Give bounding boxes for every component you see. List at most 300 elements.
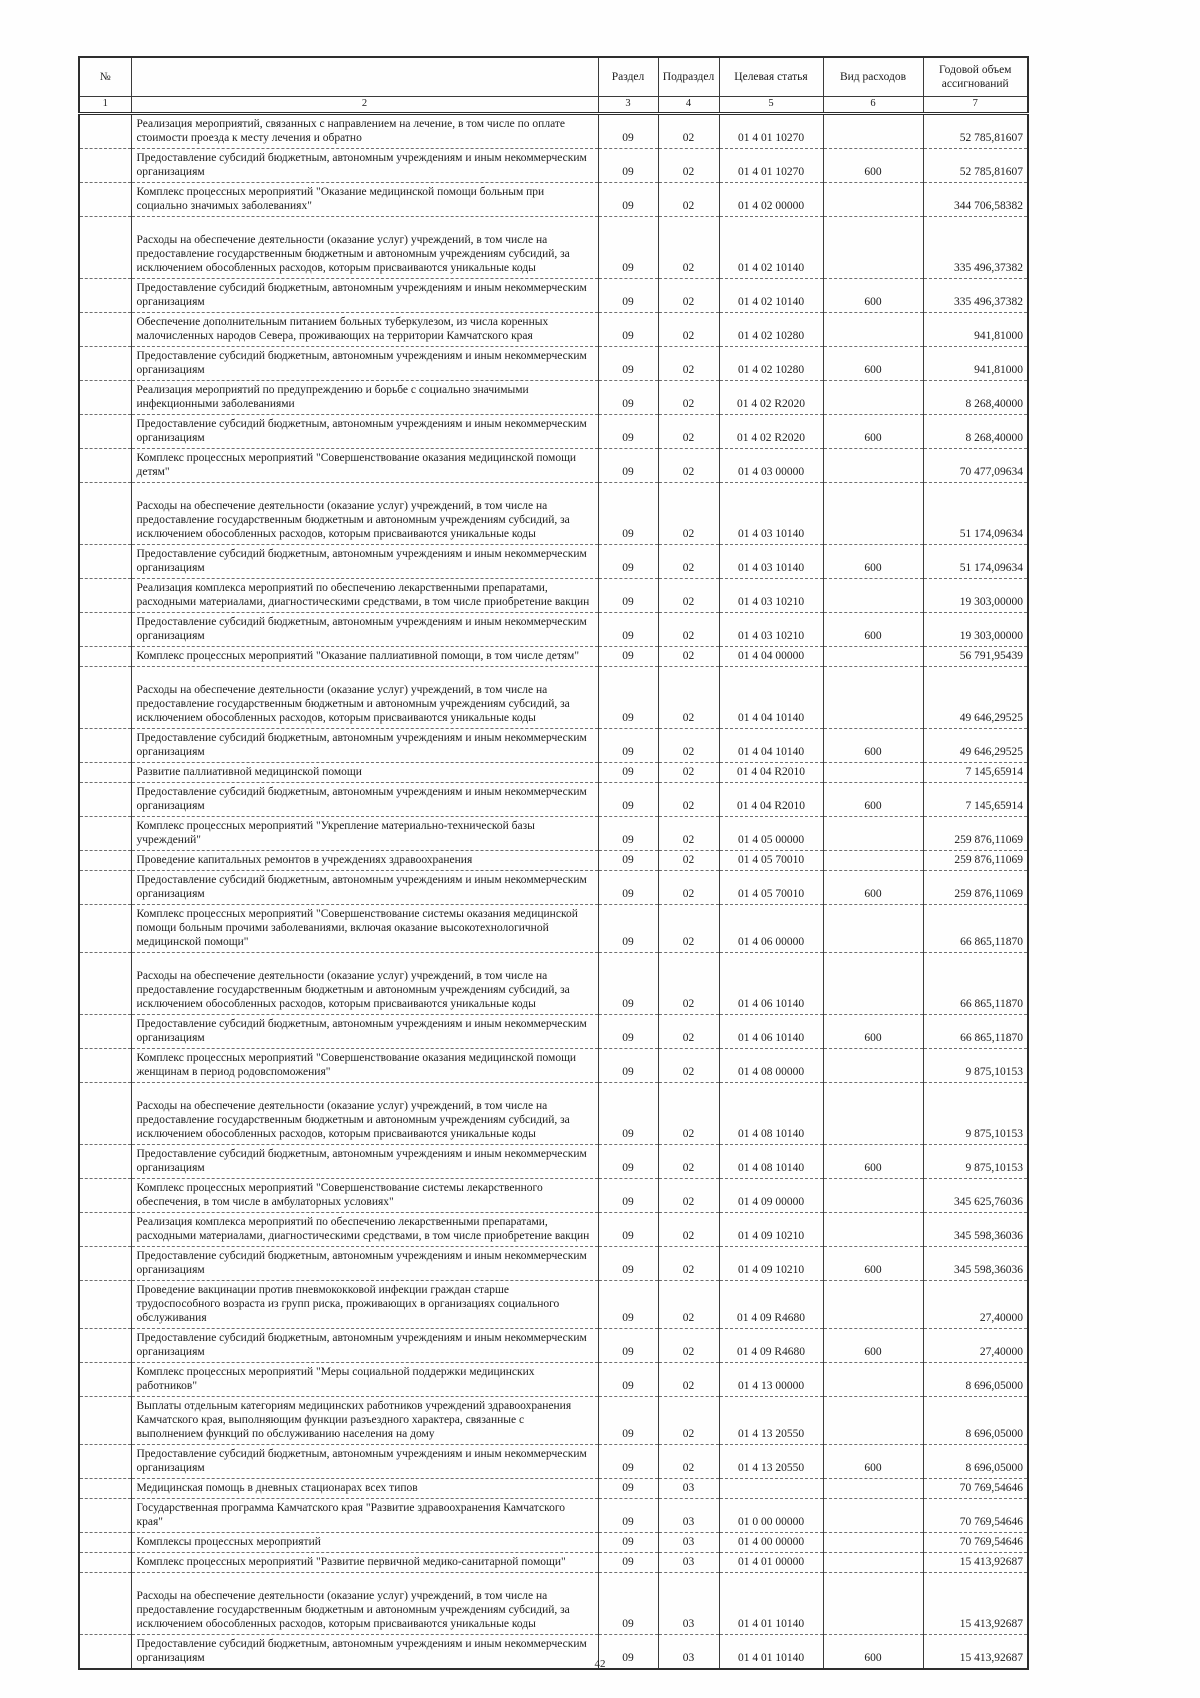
row-razdel-cell: 09 [598,647,658,667]
row-num-cell [79,415,131,449]
table-row [79,1553,1028,1573]
row-razdel-cell: 09 [598,1635,658,1670]
row-name-cell: Предоставление субсидий бюджетным, автономным учреждениям и иным некоммерческим организациям [131,729,598,763]
col-number-6: 6 [823,97,923,114]
table-row [79,1247,1028,1281]
row-razdel-cell: 09 [598,415,658,449]
table-row [79,1049,1028,1083]
table-row [79,279,1028,313]
row-num-cell [79,483,131,545]
row-name-cell: Комплекс процессных мероприятий "Меры социальной поддержки медицинских работников" [131,1363,598,1397]
row-vid-cell: 600 [823,279,923,313]
row-vid-cell: 600 [823,545,923,579]
row-num-cell [79,279,131,313]
row-vid-cell: 600 [823,729,923,763]
table-row [79,1397,1028,1445]
row-podrazdel-cell: 02 [658,114,719,149]
table-row [79,1479,1028,1499]
row-num-cell [79,381,131,415]
row-podrazdel-cell: 02 [658,783,719,817]
row-podrazdel-cell: 02 [658,279,719,313]
table-row [79,1083,1028,1145]
row-razdel-cell: 09 [598,1049,658,1083]
row-vid-cell: 600 [823,415,923,449]
row-name-cell: Государственная программа Камчатского края "Развитие здравоохранения Камчатского края" [131,1499,598,1533]
table-row [79,1329,1028,1363]
row-amount-cell: 66 865,11870 [923,953,1028,1015]
row-razdel-cell: 09 [598,729,658,763]
row-podrazdel-cell: 02 [658,579,719,613]
row-num-cell [79,1533,131,1553]
row-name-cell: Предоставление субсидий бюджетным, автономным учреждениям и иным некоммерческим организациям [131,1015,598,1049]
row-vid-cell [823,817,923,851]
col-number-3: 3 [598,97,658,114]
row-num-cell [79,1213,131,1247]
row-vid-cell: 600 [823,1015,923,1049]
row-name-cell: Выплаты отдельным категориям медицинских работников учреждений здравоохранения Камчатского края, выполняющим функции разъездного характера, связанные с выполнением функций по обслуживанию населения на дому [131,1397,598,1445]
row-target-cell: 01 4 09 R4680 [719,1281,823,1329]
row-vid-cell [823,1179,923,1213]
row-target-cell: 01 4 04 10140 [719,667,823,729]
row-num-cell [79,1247,131,1281]
row-target-cell: 01 4 09 00000 [719,1179,823,1213]
row-num-cell [79,149,131,183]
row-num-cell [79,953,131,1015]
table-row [79,545,1028,579]
row-razdel-cell: 09 [598,347,658,381]
row-amount-cell: 19 303,00000 [923,613,1028,647]
row-amount-cell: 8 268,40000 [923,415,1028,449]
row-num-cell [79,1499,131,1533]
row-podrazdel-cell: 02 [658,647,719,667]
row-vid-cell [823,114,923,149]
row-podrazdel-cell: 02 [658,667,719,729]
table-row [79,817,1028,851]
row-target-cell: 01 4 08 10140 [719,1145,823,1179]
row-razdel-cell: 09 [598,1145,658,1179]
table-row [79,1445,1028,1479]
row-podrazdel-cell: 02 [658,1445,719,1479]
row-amount-cell: 19 303,00000 [923,579,1028,613]
row-vid-cell: 600 [823,1635,923,1670]
row-vid-cell [823,449,923,483]
row-name-cell: Комплекс процессных мероприятий "Развитие первичной медико-санитарной помощи" [131,1553,598,1573]
row-amount-cell: 70 477,09634 [923,449,1028,483]
table-row [79,1213,1028,1247]
row-name-cell: Предоставление субсидий бюджетным, автономным учреждениям и иным некоммерческим организациям [131,1247,598,1281]
row-podrazdel-cell: 02 [658,1247,719,1281]
row-target-cell: 01 4 09 10210 [719,1213,823,1247]
row-name-cell: Комплекс процессных мероприятий "Совершенствование системы оказания медицинской помощи больным прочими заболеваниями, включая оказание высокотехнологичной медицинской помощи" [131,905,598,953]
row-target-cell: 01 4 03 10140 [719,545,823,579]
row-amount-cell: 49 646,29525 [923,667,1028,729]
row-num-cell [79,183,131,217]
table-row [79,415,1028,449]
row-podrazdel-cell: 03 [658,1479,719,1499]
table-row [79,347,1028,381]
row-razdel-cell: 09 [598,1179,658,1213]
row-name-cell: Комплекс процессных мероприятий "Оказание медицинской помощи больным при социально значимых заболеваниях" [131,183,598,217]
row-amount-cell: 941,81000 [923,347,1028,381]
row-target-cell: 01 4 01 10270 [719,114,823,149]
row-amount-cell: 15 413,92687 [923,1573,1028,1635]
table-row [79,1179,1028,1213]
row-name-cell: Реализация комплекса мероприятий по обеспечению лекарственными препаратами, расходными материалами, диагностическими средствами, в том числе приобретение вакцин [131,579,598,613]
row-target-cell: 01 4 02 R2020 [719,381,823,415]
row-name-cell: Предоставление субсидий бюджетным, автономным учреждениям и иным некоммерческим организациям [131,871,598,905]
row-podrazdel-cell: 02 [658,149,719,183]
row-podrazdel-cell: 02 [658,1329,719,1363]
row-num-cell [79,114,131,149]
row-name-cell: Расходы на обеспечение деятельности (оказание услуг) учреждений, в том числе на предоставление государственным бюджетным и автономным учреждениям субсидий, за исключением обособленных расходов, которым присваиваются уникальные коды [131,217,598,279]
row-target-cell: 01 4 04 10140 [719,729,823,763]
table-row [79,871,1028,905]
row-razdel-cell: 09 [598,483,658,545]
row-razdel-cell: 09 [598,613,658,647]
row-amount-cell: 9 875,10153 [923,1049,1028,1083]
row-amount-cell: 49 646,29525 [923,729,1028,763]
row-target-cell: 01 4 01 00000 [719,1553,823,1573]
row-num-cell [79,1145,131,1179]
row-amount-cell: 27,40000 [923,1281,1028,1329]
table-row [79,313,1028,347]
row-razdel-cell: 09 [598,1553,658,1573]
row-name-cell: Предоставление субсидий бюджетным, автономным учреждениям и иным некоммерческим организациям [131,613,598,647]
row-podrazdel-cell: 02 [658,729,719,763]
col-header-annual-volume: Годовой объем ассигнований [923,57,1028,97]
row-razdel-cell: 09 [598,871,658,905]
row-amount-cell: 345 598,36036 [923,1247,1028,1281]
table-row [79,667,1028,729]
row-num-cell [79,1281,131,1329]
row-vid-cell: 600 [823,613,923,647]
row-podrazdel-cell: 02 [658,1015,719,1049]
row-amount-cell: 335 496,37382 [923,217,1028,279]
row-target-cell: 01 4 01 10140 [719,1573,823,1635]
row-name-cell: Предоставление субсидий бюджетным, автономным учреждениям и иным некоммерческим организациям [131,783,598,817]
row-razdel-cell: 09 [598,1499,658,1533]
row-podrazdel-cell: 02 [658,763,719,783]
table-row [79,1281,1028,1329]
row-vid-cell [823,579,923,613]
row-razdel-cell: 09 [598,763,658,783]
row-target-cell: 01 4 00 00000 [719,1533,823,1553]
row-target-cell: 01 4 03 10210 [719,613,823,647]
row-target-cell: 01 4 04 00000 [719,647,823,667]
row-amount-cell: 51 174,09634 [923,483,1028,545]
row-podrazdel-cell: 02 [658,381,719,415]
table-row [79,763,1028,783]
table-row [79,647,1028,667]
col-number-2: 2 [131,97,598,114]
table-row [79,483,1028,545]
row-target-cell: 01 4 06 10140 [719,1015,823,1049]
row-target-cell: 01 4 02 10280 [719,347,823,381]
row-vid-cell: 600 [823,1445,923,1479]
row-num-cell [79,313,131,347]
row-name-cell: Предоставление субсидий бюджетным, автономным учреждениям и иным некоммерческим организациям [131,347,598,381]
row-num-cell [79,729,131,763]
row-amount-cell: 15 413,92687 [923,1553,1028,1573]
row-num-cell [79,1479,131,1499]
table-header [79,57,1028,114]
table-row [79,1145,1028,1179]
row-name-cell: Комплекс процессных мероприятий "Укрепление материально-технической базы учреждений" [131,817,598,851]
row-razdel-cell: 09 [598,1479,658,1499]
row-target-cell: 01 4 03 00000 [719,449,823,483]
row-vid-cell [823,1083,923,1145]
row-razdel-cell: 09 [598,1213,658,1247]
row-razdel-cell: 09 [598,149,658,183]
row-vid-cell: 600 [823,1329,923,1363]
row-vid-cell [823,313,923,347]
row-target-cell: 01 4 13 20550 [719,1397,823,1445]
table-row [79,905,1028,953]
table-row [79,183,1028,217]
row-vid-cell [823,1213,923,1247]
row-target-cell: 01 4 05 70010 [719,851,823,871]
row-target-cell: 01 4 02 10140 [719,279,823,313]
row-razdel-cell: 09 [598,1247,658,1281]
row-num-cell [79,347,131,381]
row-vid-cell: 600 [823,783,923,817]
row-num-cell [79,1329,131,1363]
row-podrazdel-cell: 02 [658,1281,719,1329]
row-name-cell: Предоставление субсидий бюджетным, автономным учреждениям и иным некоммерческим организациям [131,415,598,449]
row-podrazdel-cell: 03 [658,1635,719,1670]
row-razdel-cell: 09 [598,783,658,817]
row-amount-cell: 7 145,65914 [923,783,1028,817]
row-amount-cell: 27,40000 [923,1329,1028,1363]
table-header-row [79,57,1028,97]
table-row [79,381,1028,415]
row-target-cell: 01 4 04 R2010 [719,783,823,817]
row-num-cell [79,1573,131,1635]
row-podrazdel-cell: 02 [658,347,719,381]
row-name-cell: Предоставление субсидий бюджетным, автономным учреждениям и иным некоммерческим организациям [131,1145,598,1179]
row-amount-cell: 66 865,11870 [923,1015,1028,1049]
row-target-cell: 01 4 09 10210 [719,1247,823,1281]
row-amount-cell: 259 876,11069 [923,817,1028,851]
row-amount-cell: 941,81000 [923,313,1028,347]
row-num-cell [79,1363,131,1397]
table-row [79,729,1028,763]
row-podrazdel-cell: 03 [658,1499,719,1533]
table-body [79,114,1028,1670]
row-name-cell: Комплекс процессных мероприятий "Оказание паллиативной помощи, в том числе детям" [131,647,598,667]
row-num-cell [79,1015,131,1049]
table-row [79,613,1028,647]
table-row [79,217,1028,279]
row-vid-cell [823,1479,923,1499]
row-target-cell: 01 4 08 00000 [719,1049,823,1083]
col-number-1: 1 [79,97,131,114]
row-vid-cell: 600 [823,1247,923,1281]
row-target-cell: 01 4 01 10270 [719,149,823,183]
row-vid-cell [823,851,923,871]
row-podrazdel-cell: 02 [658,953,719,1015]
row-razdel-cell: 09 [598,817,658,851]
row-razdel-cell: 09 [598,667,658,729]
row-amount-cell: 345 625,76036 [923,1179,1028,1213]
row-name-cell: Предоставление субсидий бюджетным, автономным учреждениям и иным некоммерческим организациям [131,1635,598,1670]
col-header-podrazdel: Подраздел [658,57,719,97]
row-target-cell: 01 4 03 10210 [719,579,823,613]
row-name-cell: Комплекс процессных мероприятий "Совершенствование оказания медицинской помощи детям" [131,449,598,483]
table-row [79,114,1028,149]
table-row [79,783,1028,817]
col-header-target-article: Целевая статья [719,57,823,97]
row-razdel-cell: 09 [598,545,658,579]
row-name-cell: Предоставление субсидий бюджетным, автономным учреждениям и иным некоммерческим организациям [131,1445,598,1479]
row-target-cell: 01 4 02 00000 [719,183,823,217]
row-vid-cell: 600 [823,871,923,905]
row-target-cell: 01 4 02 10280 [719,313,823,347]
row-razdel-cell: 09 [598,579,658,613]
row-num-cell [79,1445,131,1479]
row-vid-cell [823,183,923,217]
row-razdel-cell: 09 [598,1445,658,1479]
row-num-cell [79,647,131,667]
row-podrazdel-cell: 03 [658,1573,719,1635]
row-razdel-cell: 09 [598,1329,658,1363]
row-amount-cell: 70 769,54646 [923,1533,1028,1553]
row-name-cell: Развитие паллиативной медицинской помощи [131,763,598,783]
row-num-cell [79,871,131,905]
row-vid-cell [823,1553,923,1573]
row-vid-cell [823,1573,923,1635]
row-name-cell: Проведение вакцинации против пневмококковой инфекции граждан старше трудоспособного возраста из групп риска, проживающих в организациях социального обслуживания [131,1281,598,1329]
row-podrazdel-cell: 03 [658,1553,719,1573]
row-target-cell: 01 4 01 10140 [719,1635,823,1670]
row-podrazdel-cell: 02 [658,1179,719,1213]
row-vid-cell [823,647,923,667]
row-vid-cell [823,1533,923,1553]
row-podrazdel-cell: 02 [658,1213,719,1247]
table-row [79,1499,1028,1533]
row-vid-cell: 600 [823,149,923,183]
row-amount-cell: 7 145,65914 [923,763,1028,783]
row-vid-cell [823,905,923,953]
row-target-cell: 01 4 08 10140 [719,1083,823,1145]
row-podrazdel-cell: 02 [658,313,719,347]
row-razdel-cell: 09 [598,1573,658,1635]
row-amount-cell: 259 876,11069 [923,871,1028,905]
row-razdel-cell: 09 [598,1363,658,1397]
row-target-cell: 01 4 09 R4680 [719,1329,823,1363]
row-razdel-cell: 09 [598,1083,658,1145]
row-amount-cell: 70 769,54646 [923,1479,1028,1499]
row-amount-cell: 8 268,40000 [923,381,1028,415]
row-name-cell: Предоставление субсидий бюджетным, автономным учреждениям и иным некоммерческим организациям [131,545,598,579]
row-amount-cell: 9 875,10153 [923,1145,1028,1179]
row-razdel-cell: 09 [598,905,658,953]
column-number-row [79,97,1028,114]
row-vid-cell [823,217,923,279]
row-razdel-cell: 09 [598,1015,658,1049]
row-podrazdel-cell: 02 [658,817,719,851]
row-amount-cell: 52 785,81607 [923,149,1028,183]
row-amount-cell: 15 413,92687 [923,1635,1028,1670]
row-name-cell: Медицинская помощь в дневных стационарах всех типов [131,1479,598,1499]
row-name-cell: Расходы на обеспечение деятельности (оказание услуг) учреждений, в том числе на предоставление государственным бюджетным и автономным учреждениям субсидий, за исключением обособленных расходов, которым присваиваются уникальные коды [131,953,598,1015]
row-amount-cell: 66 865,11870 [923,905,1028,953]
row-vid-cell [823,1281,923,1329]
row-vid-cell [823,667,923,729]
row-vid-cell [823,1397,923,1445]
row-vid-cell [823,381,923,415]
row-podrazdel-cell: 02 [658,851,719,871]
row-vid-cell [823,1363,923,1397]
row-target-cell: 01 4 03 10140 [719,483,823,545]
row-razdel-cell: 09 [598,851,658,871]
row-podrazdel-cell: 03 [658,1533,719,1553]
row-name-cell: Обеспечение дополнительным питанием больных туберкулезом, из числа коренных малочисленных народов Севера, проживающих на территории Камчатского края [131,313,598,347]
row-podrazdel-cell: 02 [658,1397,719,1445]
table-row [79,1533,1028,1553]
row-num-cell [79,1083,131,1145]
row-name-cell: Реализация мероприятий по предупреждению и борьбе с социально значимыми инфекционными заболеваниями [131,381,598,415]
row-num-cell [79,579,131,613]
row-podrazdel-cell: 02 [658,613,719,647]
table-row [79,149,1028,183]
row-num-cell [79,851,131,871]
table-row [79,449,1028,483]
row-amount-cell: 52 785,81607 [923,114,1028,149]
row-razdel-cell: 09 [598,1281,658,1329]
page-number: 42 [594,1658,606,1670]
table-row [79,851,1028,871]
row-name-cell: Расходы на обеспечение деятельности (оказание услуг) учреждений, в том числе на предоставление государственным бюджетным и автономным учреждениям субсидий, за исключением обособленных расходов, которым присваиваются уникальные коды [131,1083,598,1145]
row-podrazdel-cell: 02 [658,871,719,905]
row-amount-cell: 335 496,37382 [923,279,1028,313]
row-target-cell: 01 4 06 00000 [719,905,823,953]
row-amount-cell: 345 598,36036 [923,1213,1028,1247]
row-vid-cell: 600 [823,347,923,381]
table-row [79,1573,1028,1635]
row-name-cell: Предоставление субсидий бюджетным, автономным учреждениям и иным некоммерческим организациям [131,1329,598,1363]
row-target-cell: 01 4 13 20550 [719,1445,823,1479]
row-podrazdel-cell: 02 [658,217,719,279]
row-target-cell: 01 4 05 00000 [719,817,823,851]
row-name-cell: Комплексы процессных мероприятий [131,1533,598,1553]
row-amount-cell: 8 696,05000 [923,1445,1028,1479]
row-num-cell [79,1049,131,1083]
row-podrazdel-cell: 02 [658,1363,719,1397]
budget-allocations-table [78,56,1029,1670]
row-amount-cell: 70 769,54646 [923,1499,1028,1533]
table-row [79,1363,1028,1397]
row-num-cell [79,667,131,729]
row-name-cell: Расходы на обеспечение деятельности (оказание услуг) учреждений, в том числе на предоставление государственным бюджетным и автономным учреждениям субсидий, за исключением обособленных расходов, которым присваиваются уникальные коды [131,483,598,545]
row-razdel-cell: 09 [598,381,658,415]
row-num-cell [79,1553,131,1573]
row-amount-cell: 8 696,05000 [923,1363,1028,1397]
row-amount-cell: 56 791,95439 [923,647,1028,667]
row-num-cell [79,449,131,483]
row-amount-cell: 51 174,09634 [923,545,1028,579]
row-podrazdel-cell: 02 [658,183,719,217]
row-podrazdel-cell: 02 [658,545,719,579]
row-razdel-cell: 09 [598,279,658,313]
row-name-cell: Расходы на обеспечение деятельности (оказание услуг) учреждений, в том числе на предоставление государственным бюджетным и автономным учреждениям субсидий, за исключением обособленных расходов, которым присваиваются уникальные коды [131,1573,598,1635]
row-podrazdel-cell: 02 [658,415,719,449]
row-num-cell [79,817,131,851]
row-num-cell [79,1397,131,1445]
row-num-cell [79,763,131,783]
row-razdel-cell: 09 [598,114,658,149]
row-target-cell [719,1479,823,1499]
